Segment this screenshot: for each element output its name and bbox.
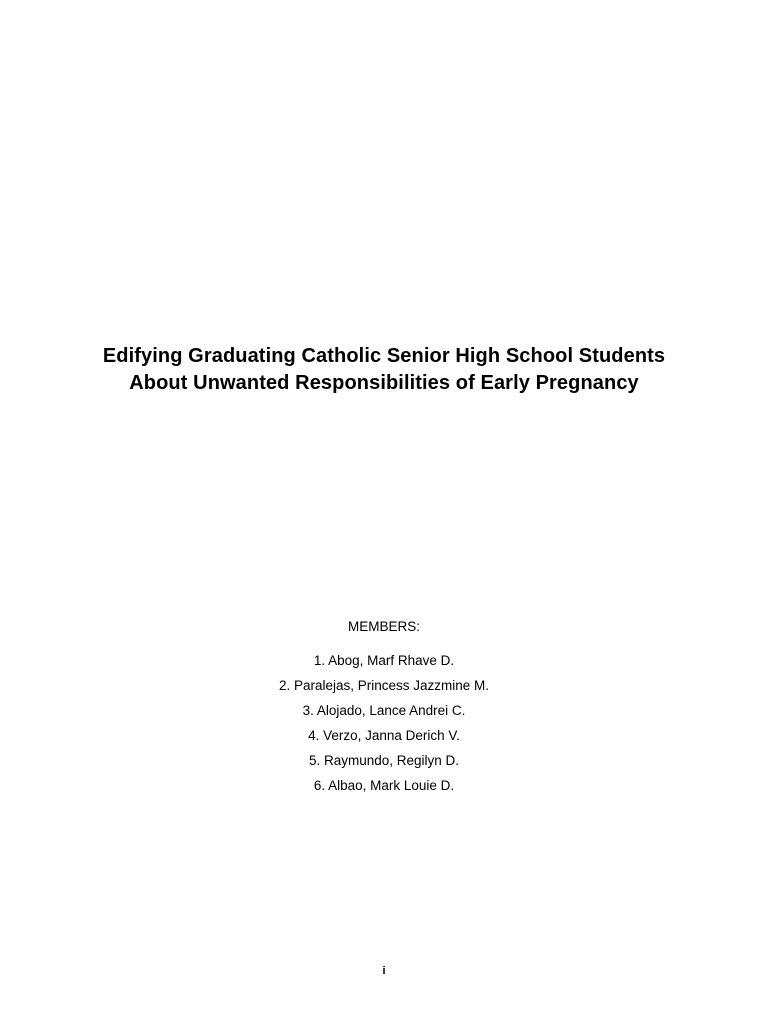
document-title [0,343,768,397]
member-item: 6. Albao, Mark Louie D. [313,778,455,793]
member-list [0,652,768,802]
members-heading: MEMBERS: [347,619,420,634]
title-line-1: Edifying Graduating Catholic Senior High School Students [102,345,666,367]
member-item: 5. Raymundo, Regilyn D. [308,753,460,768]
members-section [0,618,768,802]
page-number: i [382,965,386,977]
member-item: 4. Verzo, Janna Derich V. [308,728,460,743]
member-item: 3. Alojado, Lance Andrei C. [302,703,466,718]
member-item: 1. Abog, Marf Rhave D. [313,653,455,668]
title-line-2: About Unwanted Responsibilities of Early Pregnancy [129,372,639,394]
member-item: 2. Paralejas, Princess Jazzmine M. [278,678,490,693]
